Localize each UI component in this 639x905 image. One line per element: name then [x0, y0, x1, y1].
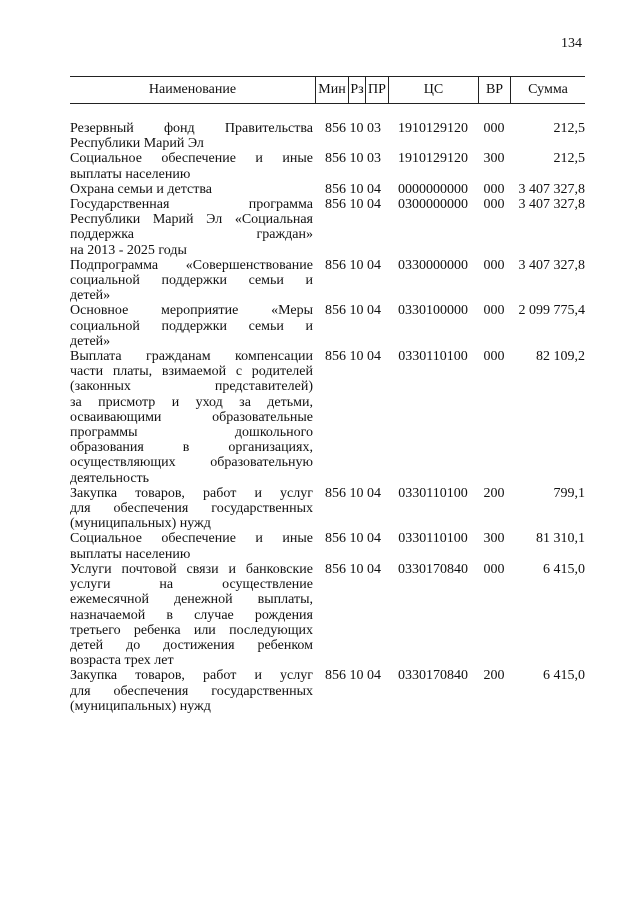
row-name-line: осуществляющих образовательную — [70, 455, 313, 471]
row-sum: 82 109,2 — [536, 349, 585, 365]
row-name-line: Республики Марий Эл «Социальная — [70, 212, 313, 228]
row-min: 856 — [325, 668, 346, 684]
table-row — [70, 258, 585, 304]
row-cs: 0330170840 — [398, 561, 468, 577]
header-name: Наименование — [148, 82, 237, 97]
row-min: 856 — [325, 121, 346, 136]
row-min: 856 — [325, 257, 346, 273]
row-sum: 212,5 — [553, 151, 585, 167]
table-row — [70, 182, 585, 197]
row-name-line: детей» — [70, 333, 111, 349]
row-name-line: социальной поддержки семьи и — [70, 318, 313, 334]
table-row — [70, 486, 585, 532]
row-name-line: на 2013 - 2025 годы — [70, 242, 187, 258]
page-number: 134 — [561, 36, 582, 51]
row-sum: 2 099 775,4 — [518, 303, 585, 319]
row-name-line: за присмотр и уход за детьми, — [70, 394, 313, 410]
row-cs: 0330100000 — [398, 303, 468, 319]
row-rz: 10 — [349, 151, 364, 167]
row-sum: 81 310,1 — [536, 531, 585, 547]
row-sum: 3 407 327,8 — [518, 257, 585, 273]
header-cs: ЦС — [388, 77, 478, 103]
row-name-line: Социальное обеспечение и иные — [70, 151, 313, 167]
row-name-line: выплаты населению — [70, 546, 191, 562]
row-name-line: Резервный фонд Правительства — [70, 121, 313, 136]
row-name-line: поддержка граждан» — [70, 227, 313, 243]
row-vr: 300 — [483, 151, 505, 167]
row-vr: 000 — [483, 349, 505, 365]
row-vr: 300 — [483, 531, 505, 547]
row-name-line: для обеспечения государственных — [70, 501, 313, 517]
row-vr: 000 — [483, 197, 505, 213]
row-rz: 10 — [349, 561, 364, 577]
row-min: 856 — [325, 561, 346, 577]
table-header — [70, 76, 585, 104]
row-vr: 000 — [483, 121, 505, 136]
table-row — [70, 151, 585, 181]
header-min: Мин — [315, 77, 348, 103]
row-name-line: детей до достижения ребенком — [70, 637, 313, 653]
row-pr: 03 — [367, 121, 381, 136]
header-sum: Сумма — [510, 77, 585, 103]
row-rz: 10 — [349, 257, 364, 273]
table-row — [70, 349, 585, 486]
table-body — [70, 121, 585, 714]
row-vr: 000 — [483, 257, 505, 273]
header-rz: Рз — [348, 77, 365, 103]
table-row — [70, 303, 585, 349]
row-pr: 04 — [367, 561, 381, 577]
row-cs: 0330110100 — [398, 531, 468, 547]
row-name-line: Закупка товаров, работ и услуг — [70, 485, 313, 501]
row-pr: 04 — [367, 257, 381, 273]
row-cs: 0330110100 — [398, 349, 468, 365]
row-pr: 04 — [367, 485, 381, 501]
row-pr: 04 — [367, 349, 381, 365]
row-name — [70, 531, 315, 561]
row-name — [70, 197, 315, 258]
row-name-line: Социальное обеспечение и иные — [70, 531, 313, 547]
row-name-line: Республики Марий Эл — [70, 136, 204, 152]
row-name — [70, 349, 315, 486]
row-rz: 10 — [349, 485, 364, 501]
row-name — [70, 182, 315, 197]
row-cs: 0330110100 — [398, 485, 468, 501]
row-min: 856 — [325, 531, 346, 547]
row-name — [70, 668, 315, 714]
row-rz: 10 — [349, 181, 364, 197]
row-name-line: программы дошкольного — [70, 425, 313, 441]
budget-table — [70, 76, 585, 714]
row-name-line: части платы, взимаемой с родителей — [70, 364, 313, 380]
row-name — [70, 121, 315, 151]
table-row — [70, 121, 585, 151]
row-sum: 799,1 — [553, 485, 585, 501]
row-cs: 0330000000 — [398, 257, 468, 273]
row-name-line: (законных представителей) — [70, 379, 313, 395]
row-name-line: Охрана семьи и детства — [70, 181, 212, 197]
header-vr: ВР — [478, 77, 510, 103]
row-cs: 0000000000 — [398, 181, 468, 197]
row-name-line: ежемесячной денежной выплаты, — [70, 592, 313, 608]
row-cs: 0330170840 — [398, 668, 468, 684]
row-name-line: Основное мероприятие «Меры — [70, 303, 313, 319]
row-rz: 10 — [349, 121, 364, 136]
row-name-line: образования в организациях, — [70, 440, 313, 456]
row-name-line: (муниципальных) нужд — [70, 516, 211, 532]
row-name-line: возраста трех лет — [70, 653, 174, 669]
row-pr: 04 — [367, 668, 381, 684]
row-rz: 10 — [349, 197, 364, 213]
row-name-line: Государственная программа — [70, 197, 313, 213]
row-vr: 200 — [483, 485, 505, 501]
row-name — [70, 562, 315, 668]
row-name — [70, 303, 315, 349]
row-name-line: деятельность — [70, 470, 150, 486]
row-name — [70, 258, 315, 304]
row-name-line: Услуги почтовой связи и банковские — [70, 561, 313, 577]
row-min: 856 — [325, 303, 346, 319]
table-row — [70, 668, 585, 714]
row-name-line: выплаты населению — [70, 166, 191, 182]
row-sum: 3 407 327,8 — [518, 197, 585, 213]
table-row — [70, 562, 585, 668]
row-name — [70, 486, 315, 532]
row-name-line: назначаемой в случае рождения — [70, 607, 313, 623]
row-pr: 04 — [367, 197, 381, 213]
row-name-line: (муниципальных) нужд — [70, 698, 211, 714]
row-vr: 000 — [483, 181, 505, 197]
row-sum: 212,5 — [553, 121, 585, 136]
row-rz: 10 — [349, 531, 364, 547]
row-name-line: третьего ребенка или последующих — [70, 622, 313, 638]
row-min: 856 — [325, 349, 346, 365]
row-sum: 6 415,0 — [543, 668, 585, 684]
row-cs: 1910129120 — [398, 151, 468, 167]
row-sum: 3 407 327,8 — [518, 181, 585, 197]
row-vr: 000 — [483, 561, 505, 577]
row-name-line: Подпрограмма «Совершенствование — [70, 257, 313, 273]
row-name-line: для обеспечения государственных — [70, 683, 313, 699]
row-pr: 04 — [367, 303, 381, 319]
row-pr: 03 — [367, 151, 381, 167]
row-name-line: Выплата гражданам компенсации — [70, 349, 313, 365]
row-cs: 1910129120 — [398, 121, 468, 136]
row-pr: 04 — [367, 181, 381, 197]
row-min: 856 — [325, 181, 346, 197]
row-name — [70, 151, 315, 181]
header-pr: ПР — [365, 77, 388, 103]
row-name-line: осваивающими образовательные — [70, 409, 313, 425]
row-cs: 0300000000 — [398, 197, 468, 213]
table-row — [70, 531, 585, 561]
row-vr: 200 — [483, 668, 505, 684]
row-rz: 10 — [349, 349, 364, 365]
row-pr: 04 — [367, 531, 381, 547]
row-name-line: детей» — [70, 288, 111, 304]
row-min: 856 — [325, 197, 346, 213]
row-name-line: услуги на осуществление — [70, 577, 313, 593]
row-rz: 10 — [349, 303, 364, 319]
row-vr: 000 — [483, 303, 505, 319]
row-name-line: социальной поддержки семьи и — [70, 273, 313, 289]
row-min: 856 — [325, 485, 346, 501]
table-row — [70, 197, 585, 258]
row-rz: 10 — [349, 668, 364, 684]
row-min: 856 — [325, 151, 346, 167]
row-sum: 6 415,0 — [543, 561, 585, 577]
row-name-line: Закупка товаров, работ и услуг — [70, 668, 313, 684]
